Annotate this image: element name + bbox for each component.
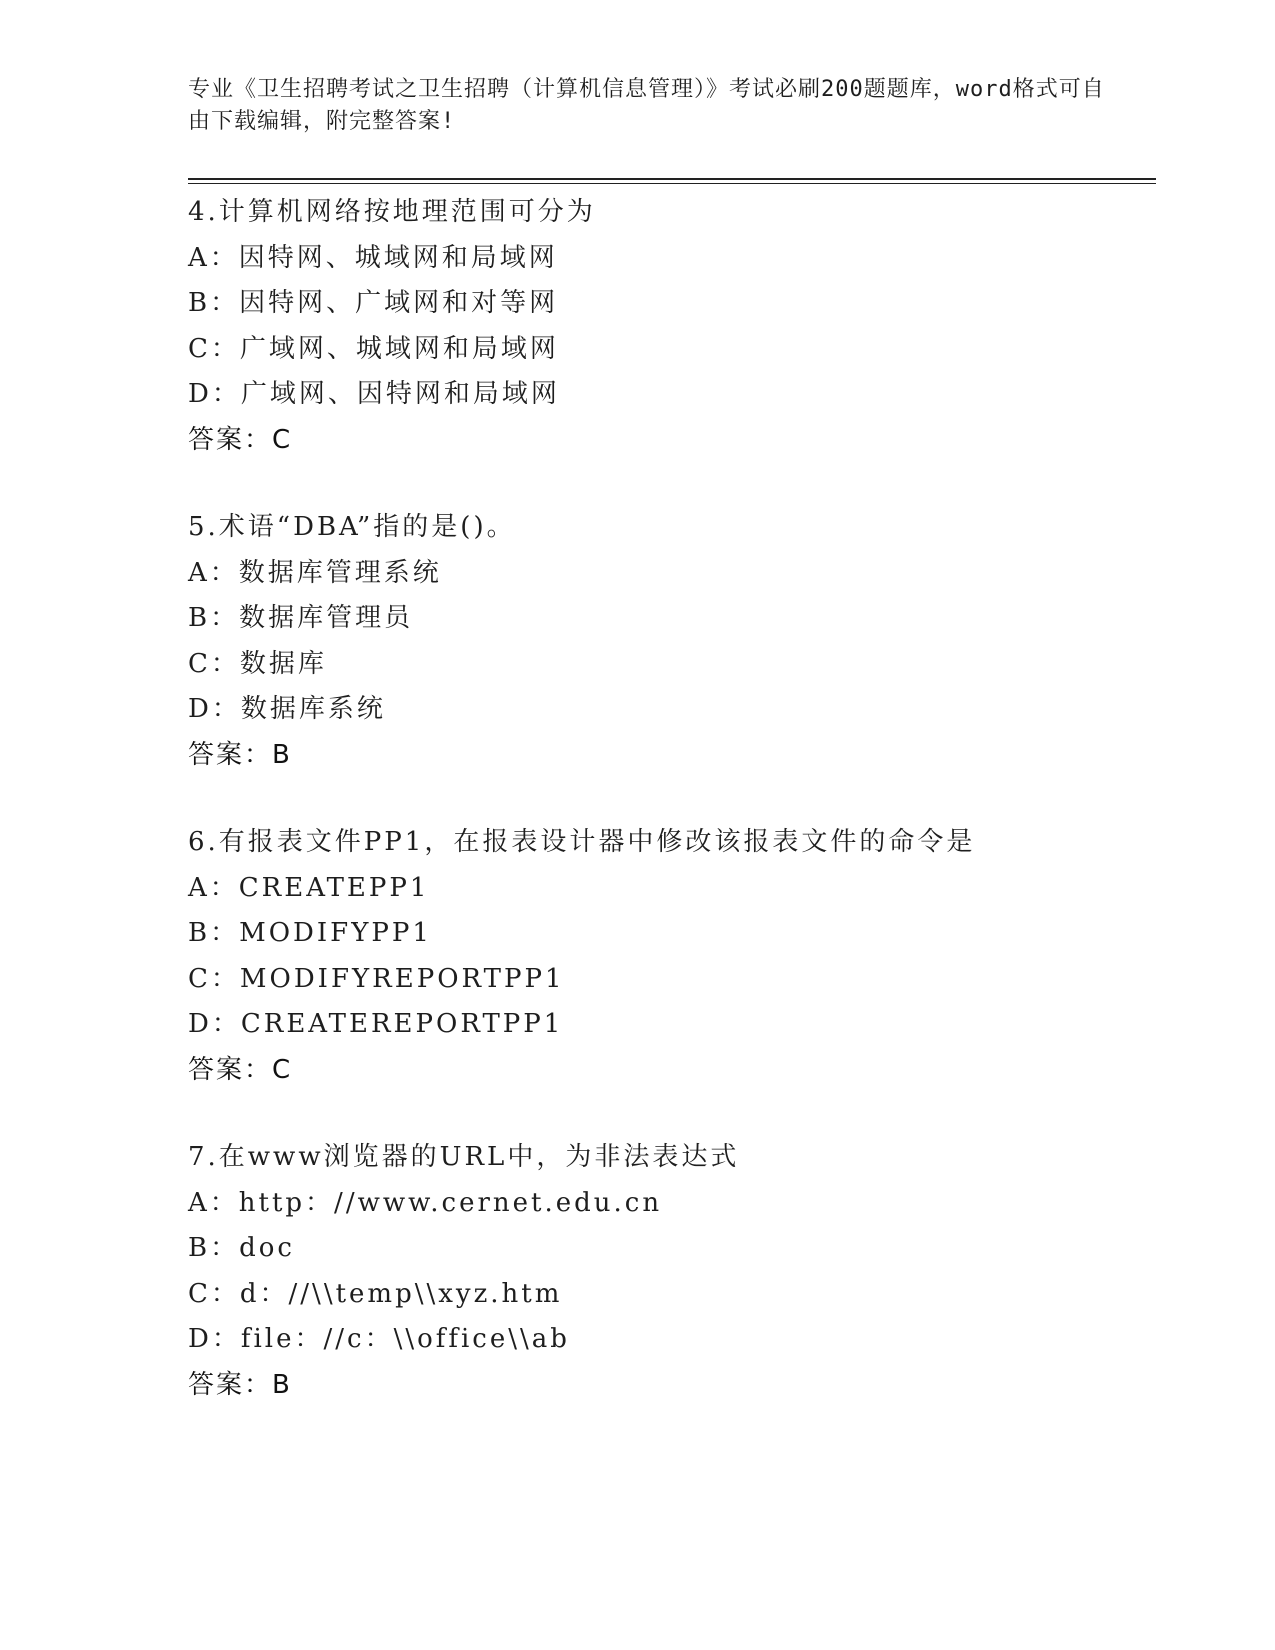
option-c: C：数据库 [188, 648, 327, 679]
option-a: A：http：//www.cernet.edu.cn [188, 1187, 663, 1218]
option-d: D：广域网、因特网和局域网 [188, 379, 560, 409]
header-rule-thin [188, 183, 1156, 184]
answer-line: 答案：B [188, 739, 292, 770]
option-a: A：CREATEPP1 [188, 872, 430, 903]
question-stem: 6.有报表文件PP1，在报表设计器中修改该报表文件的命令是 [188, 827, 976, 857]
answer-line: 答案：B [188, 1369, 292, 1400]
option-c: C：MODIFYREPORTPP1 [188, 963, 565, 994]
option-b: B：数据库管理员 [188, 603, 414, 633]
option-a: A：因特网、城域网和局域网 [188, 242, 558, 273]
document-header: 专业《卫生招聘考试之卫生招聘（计算机信息管理）》考试必刷200题题库，word格式可自由下载编辑，附完整答案! [188, 77, 1105, 134]
question-4 [188, 190, 1156, 463]
answer-line: 答案：C [188, 424, 293, 455]
option-d: D：CREATEREPORTPP1 [188, 1009, 564, 1039]
option-b: B：MODIFYPP1 [188, 918, 432, 948]
option-d: D：file：//c：\\office\\ab [188, 1324, 570, 1354]
header-rule-thick [188, 178, 1156, 180]
question-5 [188, 505, 1156, 778]
question-stem: 4.计算机网络按地理范围可分为 [188, 197, 596, 227]
question-list [188, 190, 1156, 1450]
option-c: C：广域网、城域网和局域网 [188, 333, 559, 364]
option-b: B：因特网、广域网和对等网 [188, 288, 559, 318]
option-d: D：数据库系统 [188, 694, 386, 724]
option-b: B：doc [188, 1233, 295, 1263]
question-6 [188, 820, 1156, 1093]
option-c: C：d：//\\temp\\xyz.htm [188, 1278, 563, 1309]
option-a: A：数据库管理系统 [188, 557, 442, 588]
question-stem: 5.术语“DBA”指的是()。 [188, 512, 516, 542]
question-stem: 7.在www浏览器的URL中，为非法表达式 [188, 1142, 740, 1172]
question-7 [188, 1135, 1156, 1408]
answer-line: 答案：C [188, 1054, 293, 1085]
